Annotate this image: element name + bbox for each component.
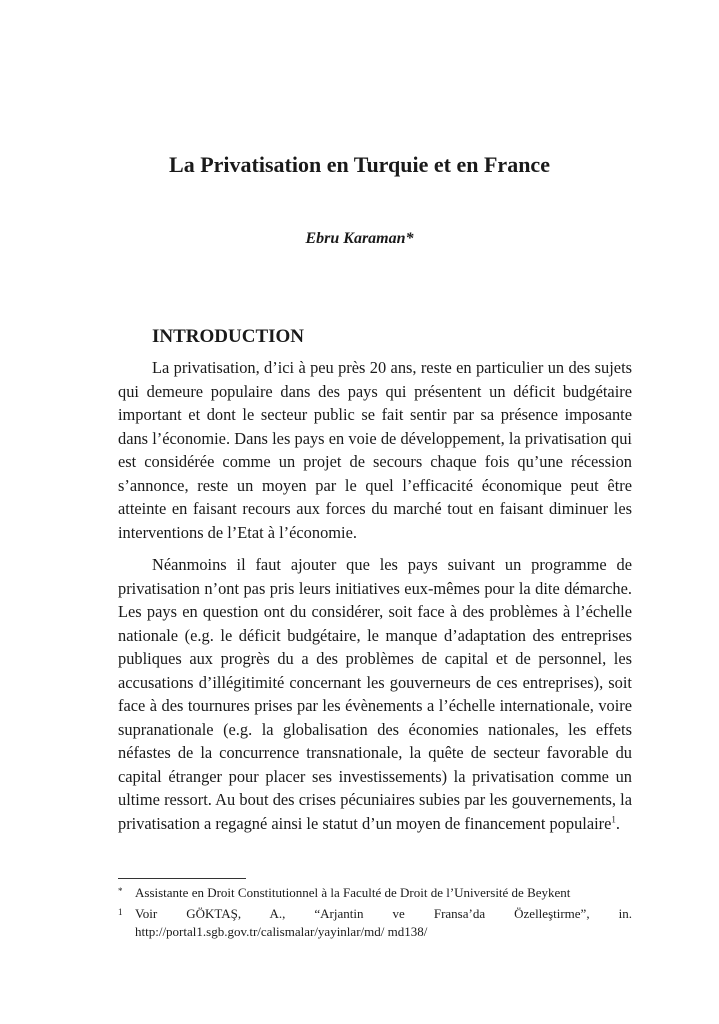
- article-title: La Privatisation en Turquie et en France: [169, 152, 550, 177]
- body-text: [118, 356, 632, 835]
- footnote-ref-1[interactable]: 1: [611, 814, 616, 825]
- footnote-text: Voir GÖKTAŞ, A., “Arjantin ve Fransa’da Özelleştirme”, in. http://portal1.sgb.gov.tr/calismalar/yayinlar/md/ md138/: [135, 906, 632, 939]
- footnote-1: [118, 905, 632, 941]
- paragraph-2-text: Néanmoins il faut ajouter que les pays suivant un programme de privatisation n’ont pas pris leurs initiatives eux-mêmes pour la dite démarche. Les pays en question ont du considérer, soit face à des problèmes à l’échelle nationale (e.g. le déficit budgétaire, le manque d’adaptation des entreprises publiques aux progrès du a des problèmes de capital et de personnel, les accusations d’illégitimité concernant les gouverneurs de ces entreprises), soit face à des tournures prises par les évènements a l’échelle internationale, voire supranationale (e.g. la globalisation des économies nationales, les effets néfastes de la concurrence transnationale, la quête de secteur favorable du capital étranger pour placer ses investissements) la privatisation comme un ultime ressort. Au bout des crises pécuniaires subies par les gouvernements, la privatisation a regagné ainsi le statut d’un moyen de financement populaire: [118, 555, 632, 833]
- footnotes: [118, 884, 632, 944]
- paragraph-2: Néanmoins il faut ajouter que les pays suivant un programme de privatisation n’ont pas pris leurs initiatives eux-mêmes pour la dite démarche. Les pays en question ont du considérer, soit face à des problèmes à l’échelle nationale (e.g. le déficit budgétaire, le manque d’adaptation des entreprises publiques aux progrès du a des problèmes de capital et de personnel, les accusations d’illégitimité concernant les gouverneurs de ces entreprises), soit face à des tournures prises par les évènements a l’échelle internationale, voire supranationale (e.g. la globalisation des économies nationales, les effets néfastes de la concurrence transnationale, la quête de secteur favorable du capital étranger pour placer ses investissements) la privatisation comme un ultime ressort. Au bout des crises pécuniaires subies par les gouvernements, la privatisation a regagné ainsi le statut d’un moyen de financement populaire$^1$.: [118, 555, 632, 833]
- paragraph-1-text: La privatisation, d’ici à peu près 20 ans, reste en particulier un des sujets qui demeure populaire dans des pays qui présentent un déficit budgétaire important et dont le secteur public se fait sentir par sa présence imposante dans l’économie. Dans les pays en voie de développement, la privatisation qui est considérée comme un projet de secours chaque fois qu’une récession s’annonce, reste un moyen par le quel l’efficacité économique peut être atteinte en faisant recours aux forces du marché tout en faisant diminuer les interventions de l’Etat à l’économie.: [118, 358, 632, 542]
- footnote-text: Assistante en Droit Constitutionnel à la Faculté de Droit de l’Université de Beykent: [135, 885, 571, 900]
- footnote-author: [118, 884, 632, 902]
- footnote-mark: 1: [118, 907, 123, 917]
- footnote-divider: [118, 878, 246, 879]
- section-heading: INTRODUCTION: [152, 326, 305, 347]
- author-name: Ebru Karaman*: [305, 230, 414, 247]
- footnote-mark: *: [118, 886, 123, 896]
- paragraph-1: [118, 356, 632, 544]
